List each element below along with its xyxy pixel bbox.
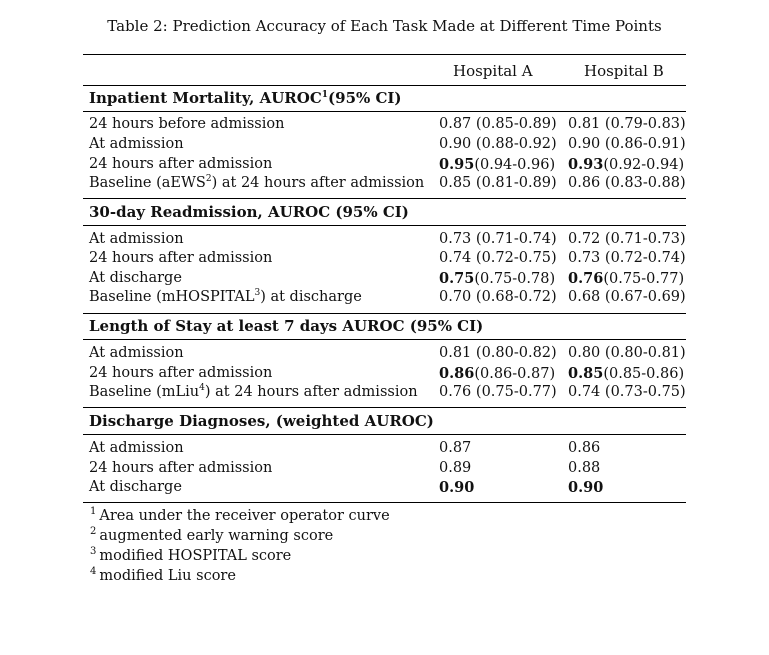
hospital-a-value: 0.73 (0.71-0.74) [439, 231, 557, 247]
section-title-mortality: Inpatient Mortality, AUROC$^1$(95% CI) [89, 89, 402, 107]
row-label: 24 hours after admission [89, 460, 273, 476]
hospital-b-value: 0.76(0.75-0.77) [568, 270, 685, 287]
hospital-b-value: 0.86 [568, 440, 601, 456]
hospital-b-value: 0.86 (0.83-0.88) [568, 175, 686, 191]
table-row [83, 136, 686, 156]
section-title-readmission: 30-day Readmission, AUROC (95% CI) [89, 203, 409, 221]
hospital-a-value: 0.81 (0.80-0.82) [439, 345, 557, 361]
hospital-a-value: 0.87 [439, 440, 472, 456]
section-title-diagnoses: Discharge Diagnoses, (weighted AUROC) [89, 412, 434, 430]
hospital-a-value: 0.87 (0.85-0.89) [439, 116, 557, 132]
hospital-b-value: 0.81 (0.79-0.83) [568, 116, 686, 132]
top-rule [83, 54, 686, 55]
table-row [83, 479, 686, 499]
bottom-rule [83, 502, 686, 503]
column-header-hospital-a: Hospital A [453, 62, 533, 80]
section-2-rule [83, 225, 686, 226]
row-label: Baseline (mHOSPITAL$^3$) at discharge [89, 288, 362, 305]
table-row [83, 116, 686, 136]
row-label: At admission [89, 136, 184, 152]
section-1-rule [83, 111, 686, 112]
hospital-b-value: 0.93(0.92-0.94) [568, 156, 685, 173]
footnote: $^1$ Area under the receiver operator curve [90, 506, 390, 524]
table-row [83, 289, 686, 309]
table-row [83, 460, 686, 480]
row-label: 24 hours after admission [89, 365, 273, 381]
table-row [83, 270, 686, 290]
section-3-rule [83, 339, 686, 340]
footnote: $^4$ modified Liu score [90, 566, 236, 584]
table-row [83, 384, 686, 404]
hospital-a-value: 0.85 (0.81-0.89) [439, 175, 557, 191]
hospital-a-value: 0.75(0.75-0.78) [439, 270, 556, 287]
footnotes [90, 508, 390, 588]
row-label: At admission [89, 440, 184, 456]
row-label: At discharge [89, 479, 182, 495]
table-row [83, 175, 686, 195]
hospital-b-value: 0.73 (0.72-0.74) [568, 250, 686, 266]
hospital-a-value: 0.70 (0.68-0.72) [439, 289, 557, 305]
hospital-a-value: 0.95(0.94-0.96) [439, 156, 556, 173]
hospital-b-value: 0.80 (0.80-0.81) [568, 345, 686, 361]
hospital-a-value: 0.89 [439, 460, 472, 476]
row-label: At discharge [89, 270, 182, 286]
row-label: Baseline (aEWS$^2$) at 24 hours after admission [89, 174, 425, 191]
footnote: $^2$ augmented early warning score [90, 526, 334, 544]
table-row [83, 345, 686, 365]
hospital-b-value: 0.68 (0.67-0.69) [568, 289, 686, 305]
section-4-top-rule [83, 407, 686, 408]
section-3-top-rule [83, 313, 686, 314]
header-rule [83, 85, 686, 86]
table-row [83, 250, 686, 270]
table-row [83, 440, 686, 460]
hospital-a-value: 0.86(0.86-0.87) [439, 365, 556, 382]
hospital-a-value: 0.76 (0.75-0.77) [439, 384, 557, 400]
row-label: At admission [89, 345, 184, 361]
hospital-b-value: 0.88 [568, 460, 601, 476]
table-caption: Table 2: Prediction Accuracy of Each Task Made at Different Time Points [107, 17, 662, 35]
row-label: Baseline (mLiu$^4$) at 24 hours after admission [89, 383, 418, 400]
footnote: $^3$ modified HOSPITAL score [90, 546, 292, 564]
row-label: 24 hours after admission [89, 250, 273, 266]
row-label: At admission [89, 231, 184, 247]
section-2-top-rule [83, 198, 686, 199]
column-header-hospital-b: Hospital B [584, 62, 664, 80]
hospital-b-value: 0.85(0.85-0.86) [568, 365, 685, 382]
hospital-a-value: 0.90 (0.88-0.92) [439, 136, 557, 152]
row-label: 24 hours after admission [89, 156, 273, 172]
hospital-a-value: 0.90 [439, 479, 475, 496]
hospital-a-value: 0.74 (0.72-0.75) [439, 250, 557, 266]
section-4-rule [83, 434, 686, 435]
table-row [83, 231, 686, 251]
hospital-b-value: 0.74 (0.73-0.75) [568, 384, 686, 400]
hospital-b-value: 0.90 [568, 479, 604, 496]
hospital-b-value: 0.72 (0.71-0.73) [568, 231, 686, 247]
section-title-length-of-stay: Length of Stay at least 7 days AUROC (95% CI) [89, 317, 484, 335]
hospital-b-value: 0.90 (0.86-0.91) [568, 136, 686, 152]
table-row [83, 156, 686, 176]
table-row [83, 365, 686, 385]
row-label: 24 hours before admission [89, 116, 285, 132]
